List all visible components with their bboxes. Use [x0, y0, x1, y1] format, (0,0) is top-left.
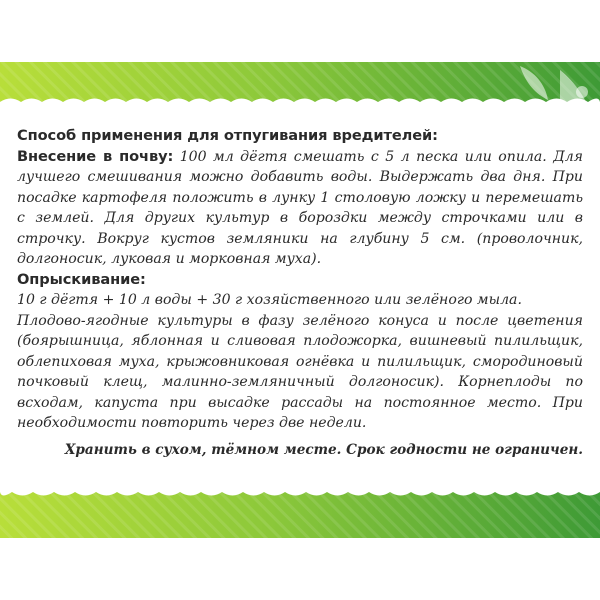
product-label — [0, 62, 600, 538]
spraying-recipe: 10 г дёгтя + 10 л воды + 30 г хозяйственного или зелёного мыла. — [17, 292, 522, 308]
soil-paragraph — [17, 147, 583, 270]
instructions-title: Способ применения для отпугивания вредителей: — [17, 127, 438, 144]
spraying-text: Плодово-ягодные культуры в фазу зелёного конуса и после цветения (боярышница, яблонная и сливовая плодожорка, вишневый пилильщик, облепиховая муха, крыжовниковая огнёвка и пилильщик, смородиновый почковый клещ, малинно-земляничный долгоносик). Корнеплоды по всходам, капуста при высадке рассады на постоянное место. При необходимости повторить через две недели. — [17, 312, 583, 431]
soil-text: 100 мл дёгтя смешать с 5 л песка или опила. Для лучшего смешивания можно добавить воды. Выдержать два дня. При посадке картофеля положить в лунку 1 столовую ложку и перемешать с землей. Для других культур в бороздки между строчками или в строчку. Вокруг кустов земляники на глубину 5 см. (проволочник, долгоносик, луковая и морковная муха). — [17, 148, 583, 267]
spraying-heading: Опрыскивание: — [17, 270, 146, 288]
instructions-text — [17, 126, 583, 460]
soil-heading: Внесение в почву: — [17, 147, 174, 165]
storage-note: Хранить в сухом, тёмном месте. Срок годности не ограничен. — [64, 441, 583, 458]
